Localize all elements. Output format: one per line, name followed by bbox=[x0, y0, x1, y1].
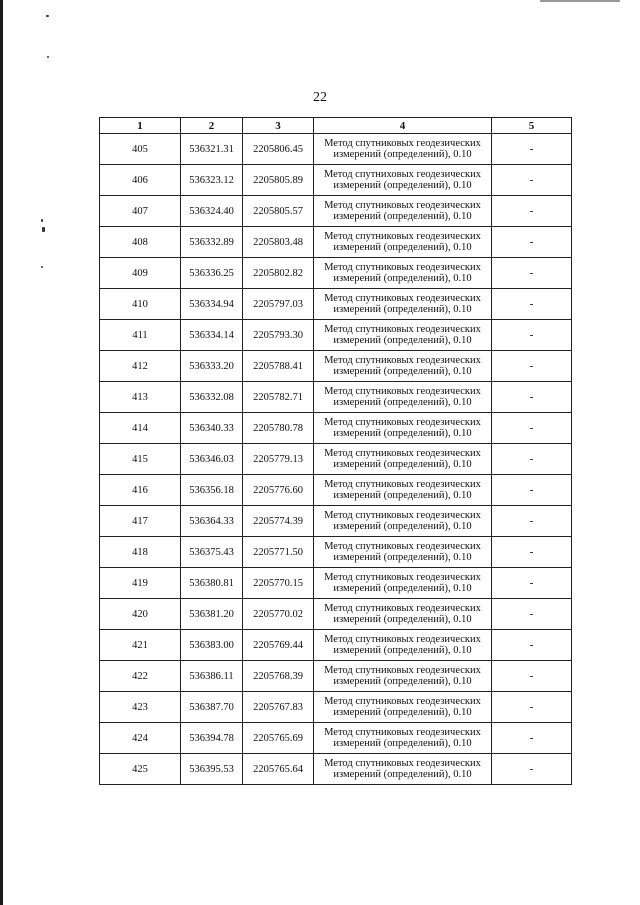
scan-left-edge bbox=[0, 0, 3, 905]
table-row bbox=[100, 196, 572, 227]
x-coordinate-cell: 536332.08 bbox=[181, 382, 243, 413]
y-coordinate-cell: 2205803.48 bbox=[243, 227, 314, 258]
column-5-cell: - bbox=[492, 351, 572, 382]
y-coordinate-cell: 2205779.13 bbox=[243, 444, 314, 475]
method-cell: Метод спутниковых геодезических измерений (определений), 0.10 bbox=[314, 661, 492, 692]
table-row bbox=[100, 537, 572, 568]
column-5-cell: - bbox=[492, 134, 572, 165]
point-number-cell: 422 bbox=[100, 661, 181, 692]
column-5-cell: - bbox=[492, 320, 572, 351]
x-coordinate-cell: 536383.00 bbox=[181, 630, 243, 661]
table-row bbox=[100, 227, 572, 258]
x-coordinate-cell: 536387.70 bbox=[181, 692, 243, 723]
x-coordinate-cell: 536394.78 bbox=[181, 723, 243, 754]
point-number-cell: 416 bbox=[100, 475, 181, 506]
y-coordinate-cell: 2205769.44 bbox=[243, 630, 314, 661]
x-coordinate-cell: 536381.20 bbox=[181, 599, 243, 630]
method-cell: Метод спутниковых геодезических измерений (определений), 0.10 bbox=[314, 258, 492, 289]
scan-speck bbox=[41, 266, 43, 268]
x-coordinate-cell: 536334.14 bbox=[181, 320, 243, 351]
table-row bbox=[100, 413, 572, 444]
table-row bbox=[100, 568, 572, 599]
table-row bbox=[100, 134, 572, 165]
y-coordinate-cell: 2205774.39 bbox=[243, 506, 314, 537]
point-number-cell: 415 bbox=[100, 444, 181, 475]
point-number-cell: 421 bbox=[100, 630, 181, 661]
column-header: 2 bbox=[181, 118, 243, 134]
column-header: 4 bbox=[314, 118, 492, 134]
scan-speck bbox=[41, 219, 43, 222]
point-number-cell: 406 bbox=[100, 165, 181, 196]
table-row bbox=[100, 444, 572, 475]
x-coordinate-cell: 536346.03 bbox=[181, 444, 243, 475]
column-5-cell: - bbox=[492, 165, 572, 196]
column-5-cell: - bbox=[492, 537, 572, 568]
table-row bbox=[100, 165, 572, 196]
column-5-cell: - bbox=[492, 227, 572, 258]
point-number-cell: 409 bbox=[100, 258, 181, 289]
point-number-cell: 405 bbox=[100, 134, 181, 165]
method-cell: Метод спутниковых геодезических измерений (определений), 0.10 bbox=[314, 599, 492, 630]
method-cell: Метод спутниковых геодезических измерений (определений), 0.10 bbox=[314, 692, 492, 723]
point-number-cell: 418 bbox=[100, 537, 181, 568]
x-coordinate-cell: 536364.33 bbox=[181, 506, 243, 537]
y-coordinate-cell: 2205770.02 bbox=[243, 599, 314, 630]
table-row bbox=[100, 630, 572, 661]
column-5-cell: - bbox=[492, 506, 572, 537]
y-coordinate-cell: 2205768.39 bbox=[243, 661, 314, 692]
column-5-cell: - bbox=[492, 413, 572, 444]
method-cell: Метод спутниковых геодезических измерений (определений), 0.10 bbox=[314, 351, 492, 382]
method-cell: Метод спутниковых геодезических измерений (определений), 0.10 bbox=[314, 630, 492, 661]
table-row bbox=[100, 320, 572, 351]
x-coordinate-cell: 536380.81 bbox=[181, 568, 243, 599]
scan-speck bbox=[42, 227, 45, 232]
point-number-cell: 419 bbox=[100, 568, 181, 599]
method-cell: Метод спутниковых геодезических измерений (определений), 0.10 bbox=[314, 134, 492, 165]
y-coordinate-cell: 2205776.60 bbox=[243, 475, 314, 506]
column-5-cell: - bbox=[492, 599, 572, 630]
method-cell: Метод спутниковых геодезических измерений (определений), 0.10 bbox=[314, 475, 492, 506]
page-number: 22 bbox=[313, 90, 327, 105]
column-5-cell: - bbox=[492, 723, 572, 754]
scan-top-edge bbox=[540, 0, 620, 2]
column-header: 5 bbox=[492, 118, 572, 134]
point-number-cell: 414 bbox=[100, 413, 181, 444]
y-coordinate-cell: 2205797.03 bbox=[243, 289, 314, 320]
y-coordinate-cell: 2205770.15 bbox=[243, 568, 314, 599]
column-5-cell: - bbox=[492, 258, 572, 289]
table-row bbox=[100, 475, 572, 506]
coordinates-table bbox=[99, 117, 572, 785]
method-cell: Метод спутниковых геодезических измерений (определений), 0.10 bbox=[314, 320, 492, 351]
column-5-cell: - bbox=[492, 661, 572, 692]
method-cell: Метод спутниковых геодезических измерений (определений), 0.10 bbox=[314, 413, 492, 444]
column-5-cell: - bbox=[492, 196, 572, 227]
point-number-cell: 407 bbox=[100, 196, 181, 227]
point-number-cell: 417 bbox=[100, 506, 181, 537]
point-number-cell: 408 bbox=[100, 227, 181, 258]
method-cell: Метод спутниковых геодезических измерений (определений), 0.10 bbox=[314, 754, 492, 785]
method-cell: Метод спутниковых геодезических измерений (определений), 0.10 bbox=[314, 196, 492, 227]
x-coordinate-cell: 536336.25 bbox=[181, 258, 243, 289]
method-cell: Метод спутниковых геодезических измерений (определений), 0.10 bbox=[314, 444, 492, 475]
method-cell: Метод спутниковых геодезических измерений (определений), 0.10 bbox=[314, 568, 492, 599]
y-coordinate-cell: 2205788.41 bbox=[243, 351, 314, 382]
x-coordinate-cell: 536323.12 bbox=[181, 165, 243, 196]
x-coordinate-cell: 536395.53 bbox=[181, 754, 243, 785]
table-row bbox=[100, 692, 572, 723]
point-number-cell: 411 bbox=[100, 320, 181, 351]
method-cell: Метод спутниковых геодезических измерений (определений), 0.10 bbox=[314, 723, 492, 754]
method-cell: Метод спутниковых геодезических измерений (определений), 0.10 bbox=[314, 537, 492, 568]
y-coordinate-cell: 2205802.82 bbox=[243, 258, 314, 289]
table-row bbox=[100, 599, 572, 630]
point-number-cell: 423 bbox=[100, 692, 181, 723]
x-coordinate-cell: 536356.18 bbox=[181, 475, 243, 506]
column-5-cell: - bbox=[492, 444, 572, 475]
column-header: 1 bbox=[100, 118, 181, 134]
column-header: 3 bbox=[243, 118, 314, 134]
x-coordinate-cell: 536386.11 bbox=[181, 661, 243, 692]
table-row bbox=[100, 506, 572, 537]
method-cell: Метод спутниковых геодезических измерений (определений), 0.10 bbox=[314, 382, 492, 413]
point-number-cell: 420 bbox=[100, 599, 181, 630]
method-cell: Метод спутниковых геодезических измерений (определений), 0.10 bbox=[314, 289, 492, 320]
table-row bbox=[100, 661, 572, 692]
column-5-cell: - bbox=[492, 475, 572, 506]
x-coordinate-cell: 536340.33 bbox=[181, 413, 243, 444]
x-coordinate-cell: 536334.94 bbox=[181, 289, 243, 320]
y-coordinate-cell: 2205793.30 bbox=[243, 320, 314, 351]
point-number-cell: 424 bbox=[100, 723, 181, 754]
x-coordinate-cell: 536324.40 bbox=[181, 196, 243, 227]
y-coordinate-cell: 2205805.57 bbox=[243, 196, 314, 227]
column-5-cell: - bbox=[492, 754, 572, 785]
column-5-cell: - bbox=[492, 692, 572, 723]
x-coordinate-cell: 536332.89 bbox=[181, 227, 243, 258]
y-coordinate-cell: 2205782.71 bbox=[243, 382, 314, 413]
table-row bbox=[100, 258, 572, 289]
method-cell: Метод спутниховых геодезических измерений (определений), 0.10 bbox=[314, 165, 492, 196]
table-row bbox=[100, 351, 572, 382]
y-coordinate-cell: 2205771.50 bbox=[243, 537, 314, 568]
table-row bbox=[100, 289, 572, 320]
x-coordinate-cell: 536333.20 bbox=[181, 351, 243, 382]
column-5-cell: - bbox=[492, 568, 572, 599]
column-5-cell: - bbox=[492, 289, 572, 320]
y-coordinate-cell: 2205765.69 bbox=[243, 723, 314, 754]
point-number-cell: 425 bbox=[100, 754, 181, 785]
x-coordinate-cell: 536321.31 bbox=[181, 134, 243, 165]
y-coordinate-cell: 2205765.64 bbox=[243, 754, 314, 785]
y-coordinate-cell: 2205780.78 bbox=[243, 413, 314, 444]
y-coordinate-cell: 2205767.83 bbox=[243, 692, 314, 723]
y-coordinate-cell: 2205805.89 bbox=[243, 165, 314, 196]
scan-speck bbox=[46, 15, 49, 17]
method-cell: Метод спутниковых геодезических измерений (определений), 0.10 bbox=[314, 227, 492, 258]
column-5-cell: - bbox=[492, 630, 572, 661]
table-row bbox=[100, 382, 572, 413]
table-row bbox=[100, 723, 572, 754]
scan-speck bbox=[47, 56, 49, 58]
x-coordinate-cell: 536375.43 bbox=[181, 537, 243, 568]
point-number-cell: 410 bbox=[100, 289, 181, 320]
point-number-cell: 412 bbox=[100, 351, 181, 382]
table-row bbox=[100, 754, 572, 785]
method-cell: Метод спутниковых геодезических измерений (определений), 0.10 bbox=[314, 506, 492, 537]
table-header-row bbox=[100, 118, 572, 134]
point-number-cell: 413 bbox=[100, 382, 181, 413]
y-coordinate-cell: 2205806.45 bbox=[243, 134, 314, 165]
column-5-cell: - bbox=[492, 382, 572, 413]
